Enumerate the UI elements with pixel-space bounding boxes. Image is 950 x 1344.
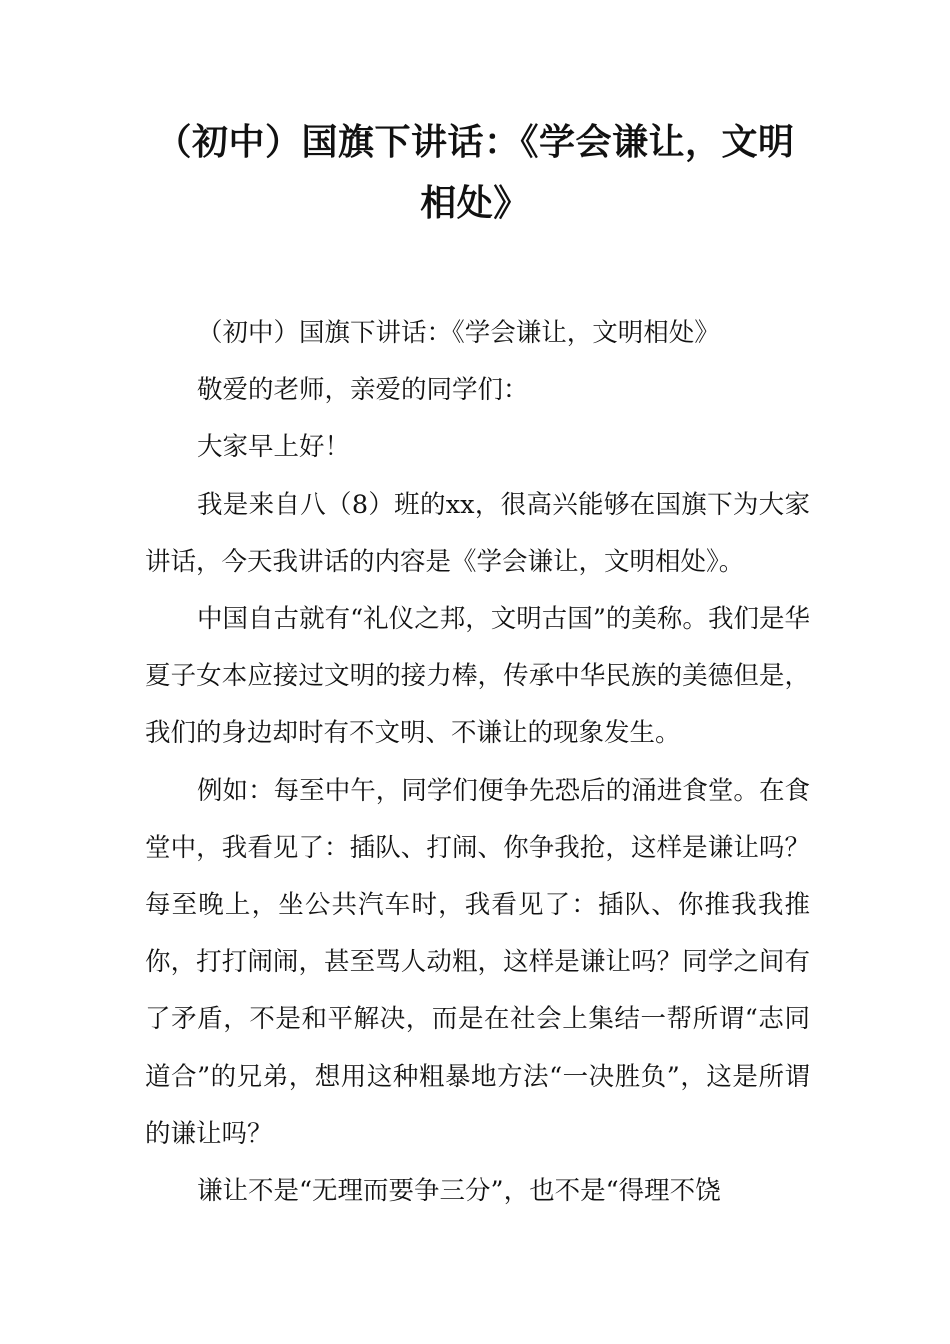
- paragraph-repeat-title: （初中）国旗下讲话：《学会谦让，文明相处》: [197, 318, 720, 348]
- paragraph-etiquette-heritage: 中国自古就有“礼仪之邦，文明古国”的美称。我们是华夏子女本应接过文明的接力棒，传承中华民族的美德但是，我们的身边却时有不文明、不谦让的现象发生。: [145, 604, 810, 749]
- paragraph-salutation: 敬爱的老师，亲爱的同学们：: [197, 375, 529, 406]
- document-body: [145, 305, 810, 1220]
- paragraph-greeting: 大家早上好！: [197, 432, 351, 463]
- paragraph-introduction: 我是来自八（8）班的xx，很高兴能够在国旗下为大家讲话，今天我讲话的内容是《学会谦让，文明相处》。: [145, 489, 810, 577]
- paragraph-definition: 谦让不是“无理而要争三分”，也不是“得理不饶: [197, 1176, 721, 1207]
- document-title: （初中）国旗下讲话：《学会谦让，文明相处》: [155, 122, 795, 224]
- paragraph-examples: 例如：每至中午，同学们便争先恐后的涌进食堂。在食堂中，我看见了：插队、打闹、你争我抢，这样是谦让吗？每至晚上，坐公共汽车时，我看见了：插队、你推我我推你，打打闹闹，甚至骂人动粗，这样是谦让吗？同学之间有了矛盾，不是和平解决，而是在社会上集结一帮所谓“志同道合”的兄弟，想用这种粗暴地方法“一决胜负”，这是所谓的谦让吗？: [145, 775, 810, 1149]
